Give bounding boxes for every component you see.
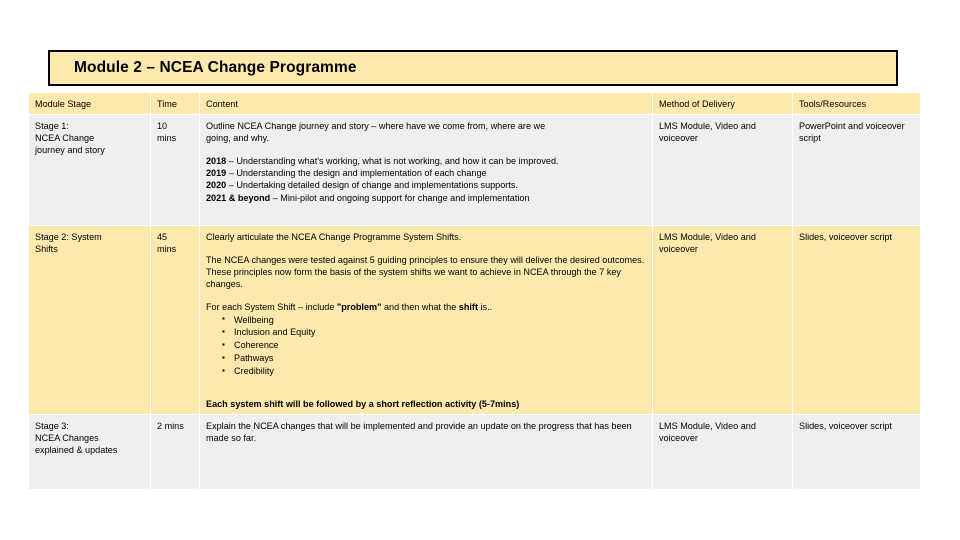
cell-module-stage <box>29 226 150 414</box>
column-header-time: Time <box>151 93 199 114</box>
column-header-tools-resources: Tools/Resources <box>793 93 920 114</box>
module-plan-table <box>28 92 921 490</box>
cell-tools-resources: Slides, voiceover script <box>793 226 920 414</box>
year-label-2020: 2020 <box>206 180 227 191</box>
cell-time <box>151 415 199 489</box>
cell-tools-resources: PowerPoint and voiceover script <box>793 115 920 225</box>
year-label-2019: 2019 <box>206 168 227 179</box>
stage-line-2: Shifts <box>35 244 58 255</box>
column-header-module-stage: Module Stage <box>29 93 150 114</box>
cell-time <box>151 226 199 414</box>
content-paragraph-2: The NCEA changes were tested against 5 guiding principles to ensure they will deliver the desired outcomes. These principles now form the basis of the system shifts we want to achieve in NCEA through the 7 key changes. <box>206 255 645 290</box>
table-row <box>29 415 920 489</box>
cell-module-stage <box>29 115 150 225</box>
stage-line-3: journey and story <box>35 145 105 156</box>
slide-title-banner <box>48 50 898 86</box>
stage-line-3: explained & updates <box>35 445 118 456</box>
year-label-2021: 2021 & beyond <box>206 192 271 203</box>
column-header-method-of-delivery: Method of Delivery <box>653 93 792 114</box>
list-item: ▪ Wellbeing <box>222 314 646 327</box>
year-label-2018: 2018 <box>206 156 227 167</box>
content-intro-line-2: going, and why. <box>206 133 270 144</box>
time-line-1: 10 <box>157 121 168 132</box>
content-paragraph-1: Clearly articulate the NCEA Change Programme System Shifts. <box>206 232 462 243</box>
cell-content <box>200 415 652 489</box>
table-row <box>29 115 920 225</box>
table-row <box>29 226 920 414</box>
cell-method-of-delivery: LMS Module, Video and voiceover <box>653 226 792 414</box>
year-item-2018 <box>206 155 646 167</box>
shift-intro-bold-shift: shift <box>458 302 478 313</box>
cell-time <box>151 115 199 225</box>
cell-method-of-delivery: LMS Module, Video and voiceover <box>653 115 792 225</box>
cell-content <box>200 115 652 225</box>
shift-intro-pre: For each System Shift – include <box>206 302 337 313</box>
cell-tools-resources: Slides, voiceover script <box>793 415 920 489</box>
cell-method-of-delivery: LMS Module, Video and voiceover <box>653 415 792 489</box>
shift-intro-mid: and then what the <box>381 302 459 313</box>
table-header-row <box>29 93 920 114</box>
table-header <box>29 93 920 114</box>
time-line-2: mins <box>157 244 177 255</box>
list-item: ▪ Pathways <box>222 352 646 365</box>
list-item: ▪ Coherence <box>222 339 646 352</box>
list-item: ▪ Credibility <box>222 365 646 378</box>
time-line-1: 2 mins <box>157 421 184 432</box>
year-item-2021 <box>206 192 646 204</box>
cell-module-stage <box>29 415 150 489</box>
stage-line-2: NCEA Changes <box>35 433 99 444</box>
system-shift-list <box>206 314 646 379</box>
reflection-activity-note: Each system shift will be followed by a short reflection activity (5-7mins) <box>206 399 520 410</box>
column-header-content: Content <box>200 93 652 114</box>
year-item-2020 <box>206 179 646 191</box>
content-intro-line-1: Outline NCEA Change journey and story – where have we come from, where are we <box>206 121 546 132</box>
year-text-2019: – Understanding the design and implementation of each change <box>226 168 487 179</box>
stage-line-2: NCEA Change <box>35 133 95 144</box>
table-body <box>29 115 920 489</box>
stage-line-1: Stage 3: <box>35 421 69 432</box>
content-paragraph-1: Explain the NCEA changes that will be implemented and provide an update on the progress that has been made so far. <box>206 421 632 444</box>
shift-intro-post: is.. <box>477 302 493 313</box>
content-paragraph-3 <box>206 301 646 313</box>
list-item: ▪ Inclusion and Equity <box>222 326 646 339</box>
year-text-2021: – Mini-pilot and ongoing support for change and implementation <box>270 192 530 203</box>
time-line-2: mins <box>157 133 177 144</box>
time-line-1: 45 <box>157 232 168 243</box>
year-text-2018: – Understanding what's working, what is not working, and how it can be improved. <box>226 156 559 167</box>
cell-content <box>200 226 652 414</box>
page-title: Module 2 – NCEA Change Programme <box>74 59 357 76</box>
year-text-2020: – Undertaking detailed design of change and implementations supports. <box>226 180 518 191</box>
year-item-2019 <box>206 167 646 179</box>
shift-intro-bold-problem: "problem" <box>336 302 382 313</box>
stage-line-1: Stage 2: System <box>35 232 102 243</box>
stage-line-1: Stage 1: <box>35 121 69 132</box>
